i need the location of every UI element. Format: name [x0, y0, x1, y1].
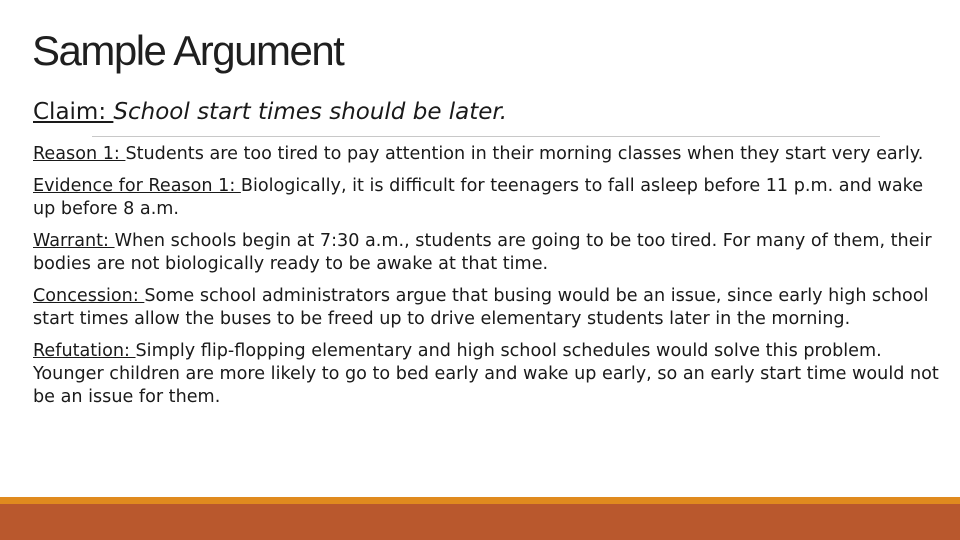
evidence-text: Biologically, it is difficult for teenagers to fall asleep before 11 p.m. and wake up before 8 a.m. [33, 176, 924, 219]
footer-band [0, 497, 960, 540]
reason-text: Students are too tired to pay attention in their morning classes when they start very early. [125, 144, 924, 164]
warrant-paragraph [33, 230, 943, 276]
refutation-text: Simply flip-flopping elementary and high school schedules would solve this problem. Younger children are more likely to go to bed early and wake up early, so an early start time would not be an issue for them. [33, 341, 939, 407]
reason-paragraph [33, 143, 943, 166]
refutation-paragraph [33, 340, 943, 409]
refutation-label: Refutation: [33, 341, 136, 361]
slide-title: Sample Argument [32, 27, 344, 74]
warrant-text: When schools begin at 7:30 a.m., students are going to be too tired. For many of them, their bodies are not biologically ready to be awake at that time. [33, 231, 932, 274]
concession-label: Concession: [33, 286, 145, 306]
warrant-label: Warrant: [33, 231, 115, 251]
reason-label: Reason 1: [33, 144, 126, 164]
evidence-paragraph [33, 175, 943, 221]
concession-text: Some school administrators argue that busing would be an issue, since early high school start times allow the buses to be freed up to drive elementary students later in the morning. [33, 286, 929, 329]
concession-paragraph [33, 285, 943, 331]
claim-label: Claim: [33, 99, 114, 125]
claim-line [33, 96, 507, 128]
divider-line [92, 136, 880, 137]
claim-text: School start times should be later. [113, 99, 508, 125]
evidence-label: Evidence for Reason 1: [33, 176, 241, 196]
argument-body [33, 143, 943, 418]
